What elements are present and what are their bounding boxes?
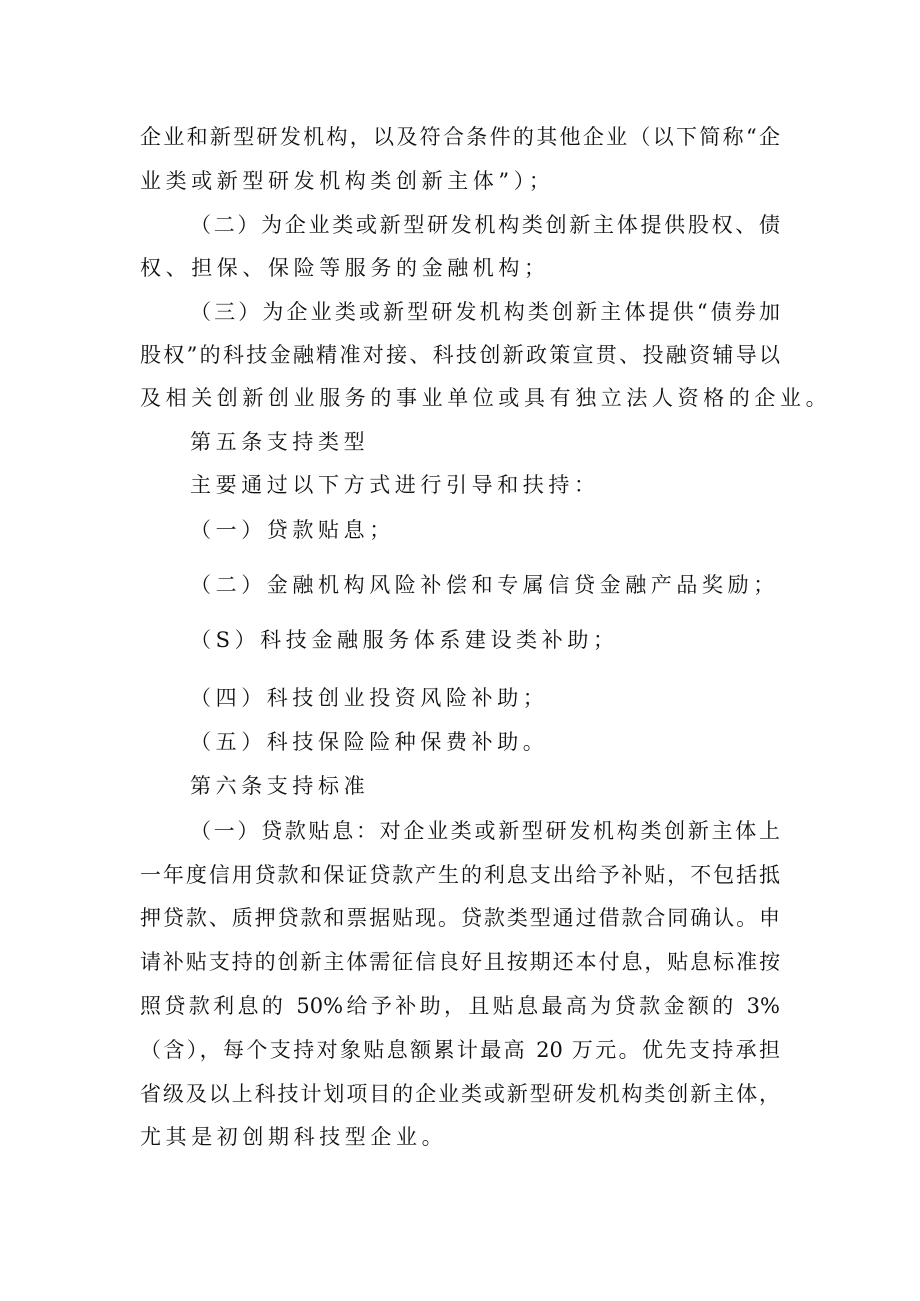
text-line: （一）贷款贴息； [190, 518, 395, 542]
text-line: 照贷款利息的 50%给予补助，且贴息最高为贷款金额的 3% [140, 994, 780, 1018]
text-line: 业类或新型研发机构类创新主体”）； [140, 169, 555, 193]
text-line: 请补贴支持的创新主体需征信良好且按期还本付息，贴息标准按 [140, 950, 780, 974]
text-line: 省级及以上科技计划项目的企业类或新型研发机构类创新主体， [140, 1082, 780, 1106]
text-line: （二）金融机构风险补偿和专属信贷金融产品奖励； [190, 573, 779, 597]
text-line: 及相关创新创业服务的事业单位或具有独立法人资格的企业。 [140, 386, 832, 410]
text-line: 押贷款、质押贷款和票据贴现。贷款类型通过借款合同确认。申 [140, 906, 780, 930]
text-line: 主要通过以下方式进行引导和扶持： [190, 473, 600, 497]
text-line: （二）为企业类或新型研发机构类创新主体提供股权、债 [190, 213, 780, 237]
text-line: （五）科技保险险种保费补助。 [190, 730, 549, 754]
text-line: 第五条支持类型 [190, 430, 370, 454]
text-line: （三）为企业类或新型研发机构类创新主体提供“债券加 [190, 300, 780, 324]
text-line: 股权”的科技金融精准对接、科技创新政策宣贯、投融资辅导以 [140, 343, 780, 367]
text-line: （一）贷款贴息：对企业类或新型研发机构类创新主体上 [190, 819, 780, 843]
text-line: （四）科技创业投资风险补助； [190, 686, 549, 710]
text-line: 权、担保、保险等服务的金融机构； [140, 256, 550, 280]
text-line: （含），每个支持对象贴息额累计最高 20 万元。优先支持承担 [140, 1038, 780, 1062]
text-line: （S）科技金融服务体系建设类补助； [190, 628, 619, 652]
text-line: 第六条支持标准 [190, 774, 370, 798]
text-line: 一年度信用贷款和保证贷款产生的利息支出给予补贴，不包括抵 [140, 863, 780, 887]
text-line: 企业和新型研发机构，以及符合条件的其他企业（以下简称“企 [140, 125, 780, 149]
text-line: 尤其是初创期科技型企业。 [140, 1125, 448, 1149]
